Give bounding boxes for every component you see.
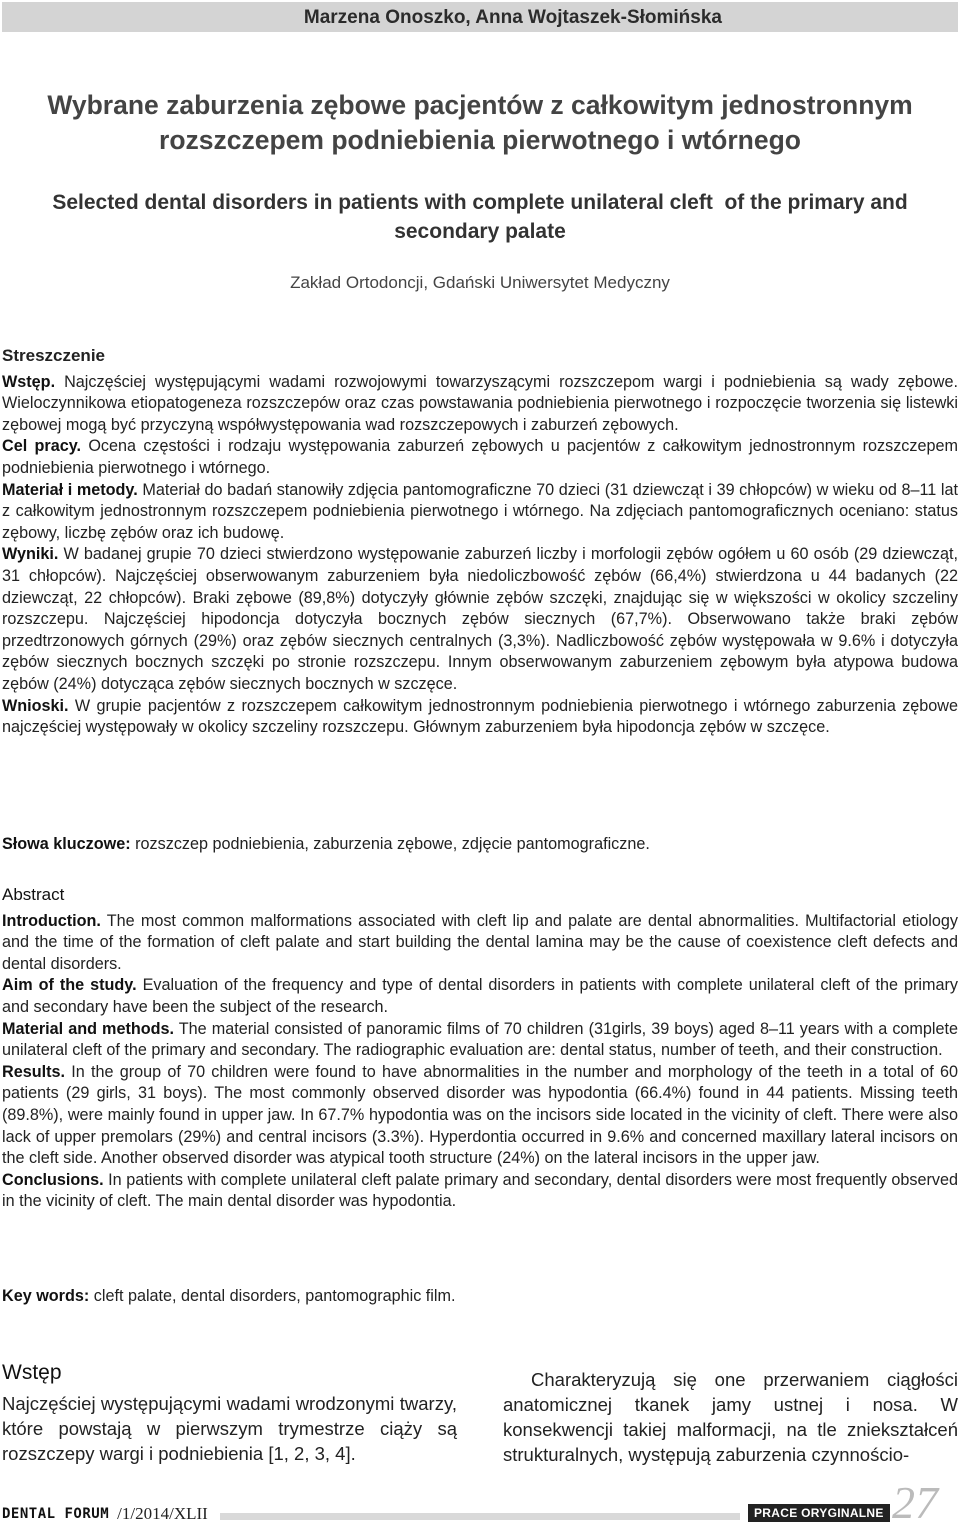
paragraph-label: Materiał i metody.	[2, 480, 138, 499]
keywords-label: Key words:	[2, 1287, 90, 1305]
journal-name: DENTAL FORUM	[2, 1506, 110, 1522]
paragraph-text: W grupie pacjentów z rozszczepem całkowitym jednostronnym podniebienia pierwotnego i wtórnego zaburzenia zębowe najczęściej występowały w okolicy szczeliny rozszczepu. Głównym zaburzeniem była hipodoncja zębów w szczęce.	[2, 696, 958, 737]
paragraph-label: Material and methods.	[2, 1019, 175, 1038]
paragraph-label: Results.	[2, 1062, 65, 1081]
abstract-heading: Abstract	[2, 885, 65, 904]
journal-issue: /1/2014/XLII	[117, 1504, 208, 1523]
paragraph-text: The most common malformations associated with cleft lip and palate are dental abnormalities. Multifactorial etiology and the time of the formation of cleft palate and start building the dental lamina may be the cause of coexistence cleft defects and dental disorders.	[2, 911, 958, 973]
abstract-paragraph	[2, 1062, 958, 1170]
title-english-line: secondary palate	[394, 220, 566, 243]
paragraph-text: W badanej grupie 70 dzieci stwierdzono występowanie zaburzeń liczby i morfologii zębów ogółem u 60 osób (29 dziewcząt, 31 chłopców). Najczęściej obserwowanym zaburzeniem była niedoliczbowość zębów (66,4%) stwierdzona u 44 badanych (22 dziewcząt, 22 chłopców). Braki zębowe (89,8%) dotyczyły głównie zębów szczęki, znajdując się w większości w okolicy szczeliny rozszczepu. Najczęściej hipodoncja dotyczyła bocznych zębów siecznych (67,7%). Obserwowano także braki zębów przedtrzonowych górnych (29%) oraz zębów siecznych centralnych (3,3%). Nadliczbowość zębów występowała w 9.6% i dotyczyła zębów siecznych bocznych szczęki po stronie rozszczepu. Innym obserwowanym zaburzeniem zębowym była atypowa budowa zębów (24%) dotycząca zębów siecznych bocznych w szczęce.	[2, 545, 958, 693]
title-english-line: Selected dental disorders in patients with complete unilateral cleft of the primary and	[52, 191, 908, 214]
page-number: 27	[892, 1477, 938, 1528]
author-bar	[2, 2, 958, 32]
paragraph-text: Evaluation of the frequency and type of dental disorders in patients with complete unilateral cleft of the primary and secondary have been the subject of the research.	[2, 976, 959, 1016]
abstract-paragraph	[2, 911, 958, 976]
paragraph-label: Wyniki.	[2, 545, 59, 564]
authors: Marzena Onoszko, Anna Wojtaszek-Słomińska	[303, 7, 722, 28]
title-english	[0, 188, 960, 246]
title-polish	[0, 88, 960, 158]
streszczenie-heading: Streszczenie	[2, 346, 105, 365]
affiliation: Zakład Ortodoncji, Gdański Uniwersytet Medyczny	[290, 273, 670, 292]
title-polish-line: Wybrane zaburzenia zębowe pacjentów z całkowitym jednostronnym	[47, 90, 913, 120]
paragraph-label: Conclusions.	[2, 1170, 104, 1189]
keywords-en	[2, 1286, 958, 1308]
streszczenie-section	[2, 345, 958, 739]
paragraph-label: Cel pracy.	[2, 437, 81, 456]
paragraph-label: Introduction.	[2, 911, 101, 930]
abstract-paragraph	[2, 975, 958, 1018]
section-badge: PRACE ORYGINALNE	[748, 1504, 890, 1522]
keywords-pl	[2, 834, 958, 856]
footer-rule	[220, 1513, 740, 1520]
body-left-column	[2, 1360, 457, 1466]
paragraph-text: In patients with complete unilateral cleft palate primary and secondary, dental disorders were most frequently observed in the vicinity of cleft. The main dental disorder was hypodontia.	[2, 1170, 958, 1211]
body-paragraph: Charakteryzują się one przerwaniem ciągłości anatomicznej tkanek jamy ustnej i nosa. W konsekwencji takiej malformacji, na tle zniekształceń strukturalnych, występują zaburzenia czynnościo-	[503, 1369, 958, 1465]
paragraph-text: The material consisted of panoramic films of 70 children (31girls, 39 boys) aged 8–11 years with a complete unilateral cleft of the primary and secondary. The radiographic evaluation are: dental status, number of teeth, and their construction.	[2, 1019, 959, 1060]
abstract-paragraph	[2, 1170, 958, 1213]
streszczenie-paragraph	[2, 480, 958, 545]
keywords-label: Słowa kluczowe:	[2, 835, 131, 853]
paragraph-label: Wnioski.	[2, 696, 69, 715]
body-right-column	[503, 1367, 958, 1467]
keywords-text: cleft palate, dental disorders, pantomographic film.	[89, 1287, 456, 1305]
streszczenie-paragraph	[2, 696, 958, 739]
paragraph-label: Aim of the study.	[2, 976, 137, 995]
paragraph-text: Ocena częstości i rodzaju występowania zaburzeń zębowych u pacjentów z całkowitym jednostronnym rozszczepem podniebienia pierwotnego i wtórnego.	[2, 437, 958, 477]
abstract-paragraph	[2, 1019, 958, 1062]
paragraph-label: Wstęp.	[2, 372, 56, 391]
streszczenie-paragraph	[2, 436, 958, 479]
streszczenie-paragraph	[2, 372, 958, 437]
streszczenie-paragraph	[2, 544, 958, 695]
footer-journal	[2, 1503, 208, 1525]
abstract-section	[2, 884, 958, 1213]
body-heading: Wstęp	[2, 1361, 62, 1384]
body-paragraph: Najczęściej występującymi wadami wrodzonymi twarzy, które powstają w pierwszym trymestrze ciąży są rozszczepy wargi i podniebienia [1, 2, 3, 4].	[2, 1393, 457, 1464]
paragraph-text: Materiał do badań stanowiły zdjęcia pantomograficzne 70 dzieci (31 dziewcząt i 39 chłopców) w wieku od 8–11 lat z całkowitym jednostronnym rozszczepem podniebienia pierwotnego i wtórnego. Na zdjęciach pantomograficznych oceniano: status zębowy, liczbę zębów oraz ich budowę.	[2, 480, 959, 542]
keywords-text: rozszczep podniebienia, zaburzenia zębowe, zdjęcie pantomograficzne.	[130, 835, 650, 853]
paragraph-text: In the group of 70 children were found to have abnormalities in the number and morphology of the teeth in a total of 60 patients (29 girls, 31 boys). The most commonly observed disorder was hypodontia (66.4%) found in 44 patients. Missing teeth (89.8%), were mainly found in upper jaw. In 67.7% hypodontia was on the incisors side located in the vicinity of cleft. There were also lack of upper premolars (29%) and central incisors (3.3%). Hyperdontia occurred in 9.6% and concerned maxillary lateral incisors on the cleft side. Another observed disorder was atypical tooth structure (24%) on the lateral incisors in the upper jaw.	[2, 1062, 958, 1168]
title-polish-line: rozszczepem podniebienia pierwotnego i wtórnego	[159, 125, 801, 155]
paragraph-text: Najczęściej występującymi wadami rozwojowymi towarzyszącymi rozszczepom wargi i podniebienia są wady zębowe. Wieloczynnikowa etiopatogeneza rozszczepów oraz czas powstawania podniebienia pierwotnego i rozpoczęcie tworzenia się listewki zębowej mogą być przyczyną współwystępowania wad rozszczepowych i zaburzeń zębowych.	[2, 372, 958, 434]
